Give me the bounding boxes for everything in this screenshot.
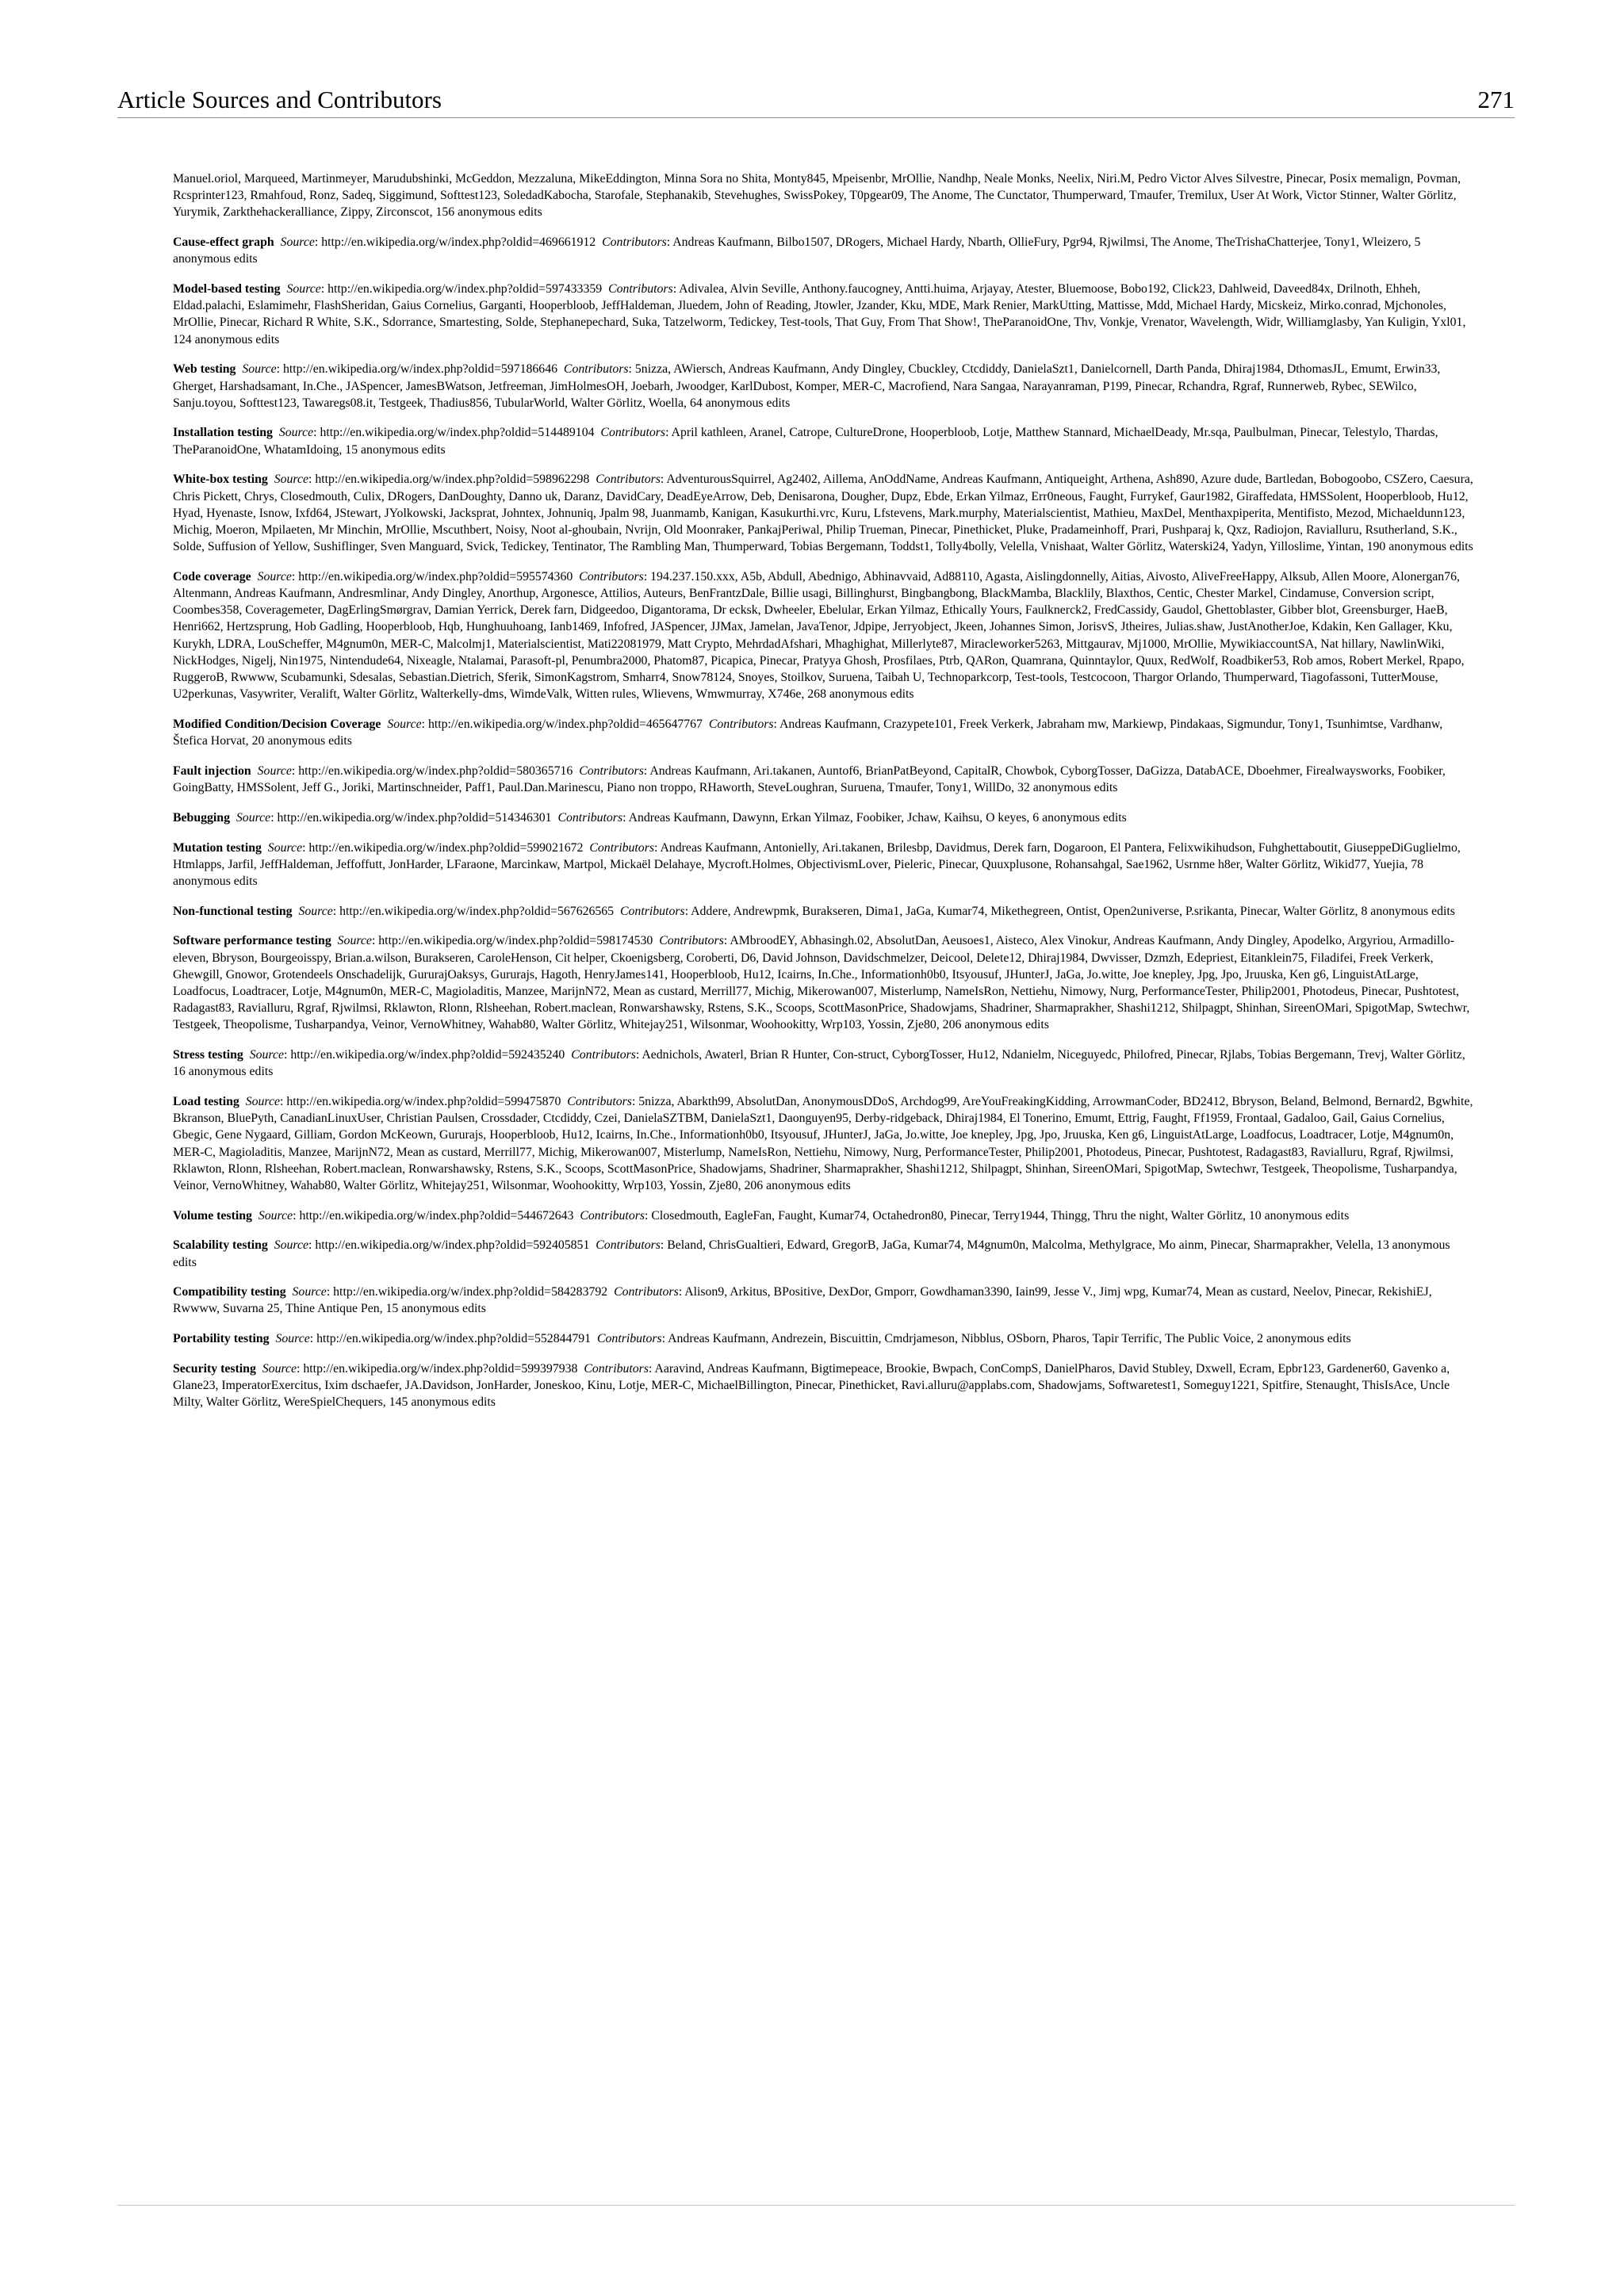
contributors-label: Contributors	[589, 840, 654, 855]
contributors-text: Addere, Andrewpmk, Burakseren, Dima1, JaGa, Kumar74, Mikethegreen, Ontist, Open2universe, P.srikanta, Pinecar, Walter Görlitz, 8 anonymous edits	[691, 904, 1455, 918]
article-entry: White-box testing Source: http://en.wikipedia.org/w/index.php?oldid=598962298 Contributors: AdventurousSquirrel, Ag2402, Aillema, AnOddName, Andreas Kaufmann, Antiqueight, Arthena, Ash890, Azure dude, Bartledan, Bobogoobo, CSZero, Caesura, Chris Pickett, Chrys, Closedmouth, Culix, DRogers, DanDoughty, Danno uk, Daranz, DavidCary, DeadEyeArrow, Deb, Denisarona, Dougher, Dupz, Ebde, Erkan Yilmaz, Err0neous, Faught, Furrykef, Gaur1982, Giraffedata, HMSSolent, Hooperbloob, Hu12, Hyad, Hyenaste, Isnow, Ixfd64, JStewart, JYolkowski, Jacksprat, Johntex, Johnuniq, Jpalm 98, Juanmamb, Kanigan, Kasukurthi.vrc, Kuru, Lfstevens, Mark.murphy, Materialscientist, Mathieu, MaxDel, Menthaxpiperita, Mentifisto, Mezod, Michaeldunn123, Michig, Moeron, Mpilaeten, Mr Minchin, MrOllie, Mscuthbert, Noisy, Noot al-ghoubain, Nvrijn, Old Moonraker, PankajPeriwal, Philip Trueman, Pinecar, Pinethicket, Pluke, Pradameinhoff, Prari, Pushparaj k, Qxz, Radiojon, Ravialluru, Rsutherland, S.K., Solde, Suffusion of Yellow, Sushiflinger, Sven Manguard, Svick, Tedickey, Tentinator, The Rambling Man, Thumperward, Tobias Bergemann, Toddst1, Tolly4bolly, Velella, Vnishaat, Walter Görlitz, Waterski24, Yadyn, Yilloslime, Yintan, 190 anonymous edits	[173, 473, 1473, 554]
article-title: Fault injection	[173, 763, 251, 778]
article-title: White-box testing	[173, 473, 268, 487]
source-url[interactable]: http://en.wikipedia.org/w/index.php?oldid=592405851	[315, 1238, 590, 1253]
contributors-text: Aednichols, Awaterl, Brian R Hunter, Con-struct, CyborgTosser, Hu12, Ndanielm, Niceguyedc, Philofred, Pinecar, Rjlabs, Tobias Bergemann, Trevj, Walter Görlitz, 16 anonymous edits	[173, 1048, 1465, 1079]
article-title: Security testing	[173, 1361, 256, 1376]
source-url[interactable]: http://en.wikipedia.org/w/index.php?oldid=580365716	[298, 763, 573, 778]
source-label: Source	[298, 904, 333, 918]
contributors-text: Andreas Kaufmann, Andrezein, Biscuittin, Cmdrjameson, Nibblus, OSborn, Pharos, Tapir Terrific, The Public Voice, 2 anonymous edits	[668, 1332, 1351, 1346]
source-url[interactable]: http://en.wikipedia.org/w/index.php?oldid=599475870	[286, 1094, 561, 1108]
article-entry: Bebugging Source: http://en.wikipedia.org/w/index.php?oldid=514346301 Contributors: Andreas Kaufmann, Dawynn, Erkan Yilmaz, Foobiker, Jchaw, Kaihsu, O keyes, 6 anonymous edits	[173, 810, 1127, 825]
contributors-list	[173, 170, 1473, 1424]
contributors-label: Contributors	[620, 904, 685, 918]
article-entry: Installation testing Source: http://en.wikipedia.org/w/index.php?oldid=514489104 Contributors: April kathleen, Aranel, Catrope, CultureDrone, Hooperbloob, Lotje, Matthew Stannard, MichaelDeady, Mr.sqa, Paulbulman, Pinecar, Telestylo, Thardas, TheParanoidOne, WhatamIdoing, 15 anonymous edits	[173, 426, 1438, 457]
source-url[interactable]: http://en.wikipedia.org/w/index.php?oldid=514489104	[320, 426, 595, 440]
contributors-text: 5nizza, AWiersch, Andreas Kaufmann, Andy Dingley, Cbuckley, Ctcdiddy, DanielaSzt1, Danielcornell, Darth Panda, Dhiraj1984, DthomasJL, Emumt, Erwin33, Gherget, Harshadsamant, In.Che., JASpencer, JamesBWatson, Jetfreeman, JimHolmesOH, Joebarh, Jwoodger, KarlDubost, Komper, MER-C, Macrofiend, Nara Sangaa, Narayanraman, P199, Pinecar, Rchandra, Rgraf, Runnerweb, Rybec, SEWilco, Sanju.toyou, Softtest123, Tawaregs08.it, Testgeek, Thadius856, TubularWorld, Walter Görlitz, Woella, 64 anonymous edits	[173, 362, 1441, 410]
source-label: Source	[257, 763, 292, 778]
article-title: Cause-effect graph	[173, 235, 274, 250]
source-label: Source	[245, 1094, 281, 1108]
article-entry: Mutation testing Source: http://en.wikipedia.org/w/index.php?oldid=599021672 Contributors: Andreas Kaufmann, Antonielly, Ari.takanen, Brilesbp, Davidmus, Derek farn, Dogaroon, El Pantera, Felixwikihudson, Fuhghettaboutit, GiuseppeDiGuglielmo, Htmlapps, Jarfil, JeffHaldeman, Jeffoffutt, JonHarder, LFaraone, Marcinkaw, Martpol, Mickaël Delahaye, Mycroft.Holmes, ObjectivismLover, Pieleric, Pinecar, Quuxplusone, Rohansahgal, Sae1962, Usrnme h8er, Walter Görlitz, Wikid77, Yuejia, 78 anonymous edits	[173, 840, 1461, 888]
source-url[interactable]: http://en.wikipedia.org/w/index.php?oldid=599021672	[308, 840, 584, 855]
contributors-text: Adivalea, Alvin Seville, Anthony.faucogney, Antti.huima, Arjayay, Atester, Bluemoose, Bobo192, Click23, Dahlweid, Daveed84x, Drilnoth, Ehheh, Eldad.palachi, Eslamimehr, FlashSheridan, Gaius Cornelius, Garganti, Hooperbloob, JeffHaldeman, Jluedem, John of Reading, Jtowler, Jzander, Kku, MDE, Mark Renier, MarkUtting, Mattisse, Mdd, Michael Hardy, Micskeiz, Mirko.conrad, Mjchonoles, MrOllie, Pinecar, Richard R White, S.K., Sdorrance, Smartesting, Solde, Stephanepechard, Suka, Tatzelworm, Tedickey, Test-tools, That Guy, From That Show!, TheParanoidOne, Thv, Vonkje, Vrenator, Wavelength, Widr, Williamglasby, Yan Kuligin, Yxl01, 124 anonymous edits	[173, 282, 1466, 346]
article-entry: Volume testing Source: http://en.wikipedia.org/w/index.php?oldid=544672643 Contributors: Closedmouth, EagleFan, Faught, Kumar74, Octahedron80, Pinecar, Terry1944, Thingg, Thru the night, Walter Görlitz, 10 anonymous edits	[173, 1208, 1350, 1223]
source-label: Source	[262, 1361, 297, 1376]
header-rule	[117, 117, 1515, 118]
contributors-text: 5nizza, Abarkth99, AbsolutDan, AnonymousDDoS, Archdog99, AreYouFreakingKidding, ArrowmanCoder, BD2412, Bbryson, Beland, Belmond, Bernard2, Bgwhite, Bkranson, BluePyth, CanadianLinuxUser, Christian Paulsen, Crossdader, Ctcdiddy, Czei, DanielaSZTBM, DanielaSzt1, Daonguyen95, Derby-ridgeback, Dhiraj1984, El Tonerino, Emumt, Ettrig, Faught, Ff1959, Frontaal, Gadaloo, Gail, Gaius Cornelius, Gbegic, Gene Nygaard, Gilliam, Gordon McKeown, Gururajs, Hooperbloob, Hu12, Icairns, In.Che., Informationh0b0, Itsyousuf, JHunterJ, JaGa, Jo.witte, Joe knepley, Jpg, Jpo, Jruuska, Ken g6, LinguistAtLarge, Loadfocus, Loadtracer, Lotje, M4gnum0n, MER-C, Magioladitis, Manzee, MarijnN72, Mean as custard, Merrill77, Michig, Mikerowan007, Misterlump, NameIsRon, Nettiehu, Nimowy, Nurg, PerformanceTester, Philip2001, Photodeus, Pinecar, Pushtotest, Radagast83, Ravialluru, Rgraf, Rjwilmsi, Rklawton, Rlonn, Rlsheehan, Robert.maclean, Ronwarshawsky, Rstens, S.K., Scoops, ScottMasonPrice, Shadowjams, Shadriner, Sharmaprakher, Shashi1212, Shilpagpt, Shinhan, SireenOMari, SpigotMap, Swtechwr, Testgeek, Theopolisme, Tusharpandya, Veinor, VernoWhitney, Wahab80, Walter Görlitz, Whitejay251, Wilsonmar, Woohookitty, Wrp103, Yossin, Zje80, 206 anonymous edits	[173, 1094, 1473, 1192]
contributors-label: Contributors	[580, 1208, 645, 1223]
source-url[interactable]: http://en.wikipedia.org/w/index.php?oldid=544672643	[299, 1208, 574, 1223]
source-label: Source	[249, 1048, 284, 1062]
source-label: Source	[242, 362, 277, 377]
contributors-label: Contributors	[600, 426, 666, 440]
article-entry: Non-functional testing Source: http://en.wikipedia.org/w/index.php?oldid=567626565 Contributors: Addere, Andrewpmk, Burakseren, Dima1, JaGa, Kumar74, Mikethegreen, Ontist, Open2universe, P.srikanta, Pinecar, Walter Görlitz, 8 anonymous edits	[173, 904, 1455, 918]
contributors-label: Contributors	[596, 473, 661, 487]
article-entry: Cause-effect graph Source: http://en.wikipedia.org/w/index.php?oldid=469661912 Contributors: Andreas Kaufmann, Bilbo1507, DRogers, Michael Hardy, Nbarth, OllieFury, Pgr94, Rjwilmsi, The Anome, TheTrishaChatterjee, Tony1, Wleizero, 5 anonymous edits	[173, 235, 1421, 266]
article-title: Mutation testing	[173, 840, 262, 855]
article-entry: Code coverage Source: http://en.wikipedia.org/w/index.php?oldid=595574360 Contributors: 194.237.150.xxx, A5b, Abdull, Abednigo, Abhinavvaid, Ad88110, Agasta, Aislingdonnelly, Aitias, Aivosto, AliveFreeHappy, Alksub, Allen Moore, Alonergan76, Altenmann, Andreas Kaufmann, Andresmlinar, Andy Dingley, Anorthup, Argonesce, Attilios, Auteurs, BenFrantzDale, Billie usagi, Billinghurst, Bingbangbong, BlackMamba, Blacklily, Blaxthos, Centic, Chester Markel, Cindamuse, Conversion script, Coombes358, Coveragemeter, DagErlingSmørgrav, Damian Yerrick, Derek farn, Didgeedoo, Digantorama, Dr ecksk, Dwheeler, Ebelular, Erkan Yilmaz, Ethically Yours, Faulknerck2, FredCassidy, Gaudol, Ghettoblaster, Gibber blot, Greensburger, HaeB, Henri662, Hertzsprung, Hob Gadling, Hooperbloob, Hqb, Hunghuuhoang, Ianb1469, Infofred, JASpencer, JJMax, Jamelan, JavaTenor, Jdpipe, Jerryobject, Jkeen, Johannes Simon, JorisvS, Jtheires, Julias.shaw, JustAnotherJoe, Kdakin, Ken Gallager, Kku, Kurykh, LDRA, LouScheffer, M4gnum0n, MER-C, Malcolmj1, Materialscientist, Mati22081979, Matt Crypto, MehrdadAfshari, Mhaghighat, Millerlyte87, Miracleworker5263, Mittgaurav, Mj1000, MrOllie, MywikiaccountSA, Nat hillary, NawlinWiki, NickHodges, Nigelj, Nin1975, Nintendude64, Nixeagle, Ntalamai, Parasoft-pl, Penumbra2000, Phatom87, Picapica, Pinecar, Pratyya Ghosh, Prosfilaes, Ptrb, QARon, Quamrana, Quinntaylor, Quux, RedWolf, Roadbiker53, Rob amos, Robert Merkel, Rpapo, RuggeroB, Rwwww, Scubamunki, Sdesalas, Sebastian.Dietrich, Sferik, SimonKagstrom, Smharr4, Snow78124, Snoyes, Stoilkov, Suruena, Taibah U, Technoparkcorp, Test-tools, Testcocoon, Thargor Orlando, Thumperward, Tiagofassoni, TutterMouse, U2perkunas, Vasywriter, Veralift, Walter Görlitz, Walterkelly-dms, WimdeValk, Witten rules, Wlievens, Wmwmurray, X746e, 268 anonymous edits	[173, 569, 1465, 702]
article-entry: Load testing Source: http://en.wikipedia.org/w/index.php?oldid=599475870 Contributors: 5nizza, Abarkth99, AbsolutDan, AnonymousDDoS, Archdog99, AreYouFreakingKidding, ArrowmanCoder, BD2412, Bbryson, Beland, Belmond, Bernard2, Bgwhite, Bkranson, BluePyth, CanadianLinuxUser, Christian Paulsen, Crossdader, Ctcdiddy, Czei, DanielaSZTBM, DanielaSzt1, Daonguyen95, Derby-ridgeback, Dhiraj1984, El Tonerino, Emumt, Ettrig, Faught, Ff1959, Frontaal, Gadaloo, Gail, Gaius Cornelius, Gbegic, Gene Nygaard, Gilliam, Gordon McKeown, Gururajs, Hooperbloob, Hu12, Icairns, In.Che., Informationh0b0, Itsyousuf, JHunterJ, JaGa, Jo.witte, Joe knepley, Jpg, Jpo, Jruuska, Ken g6, LinguistAtLarge, Loadfocus, Loadtracer, Lotje, M4gnum0n, MER-C, Magioladitis, Manzee, MarijnN72, Mean as custard, Merrill77, Michig, Mikerowan007, Misterlump, NameIsRon, Nettiehu, Nimowy, Nurg, PerformanceTester, Philip2001, Photodeus, Pinecar, Pushtotest, Radagast83, Ravialluru, Rgraf, Rjwilmsi, Rklawton, Rlonn, Rlsheehan, Robert.maclean, Ronwarshawsky, Rstens, S.K., Scoops, ScottMasonPrice, Shadowjams, Shadriner, Sharmaprakher, Shashi1212, Shilpagpt, Shinhan, SireenOMari, SpigotMap, Swtechwr, Testgeek, Theopolisme, Tusharpandya, Veinor, VernoWhitney, Wahab80, Walter Görlitz, Whitejay251, Wilsonmar, Woohookitty, Wrp103, Yossin, Zje80, 206 anonymous edits	[173, 1094, 1473, 1192]
contributors-text: AMbroodEY, Abhasingh.02, AbsolutDan, Aeusoes1, Aisteco, Alex Vinokur, Andreas Kaufmann, Andy Dingley, Apodelko, Argyriou, Armadillo-eleven, Bbryson, Bourgeoisspy, Brian.a.wilson, Burakseren, CaroleHenson, Cit helper, Ckoenigsberg, Coroberti, D6, David Johnson, Davidschmelzer, Deicool, Delete12, Dhiraj1984, Dwvisser, Dzmzh, Edepriest, Eitanklein75, Filadifei, Freek Verkerk, Ghewgill, Gnowor, Grotendeels Onschadelijk, GururajOaksys, Gururajs, Hagoth, HenryJames141, Hooperbloob, Hu12, Icairns, In.Che., Informationh0b0, Itsyousuf, JHunterJ, JaGa, Jo.witte, Joe knepley, Jpg, Jpo, Jruuska, Ken g6, LinguistAtLarge, Loadfocus, Loadtracer, Lotje, M4gnum0n, MER-C, Magioladitis, Manzee, MarijnN72, Mean as custard, Merrill77, Michig, Mikerowan007, Misterlump, NameIsRon, Nettiehu, Nimowy, Nurg, PerformanceTester, Philip2001, Photodeus, Pinecar, Pushtotest, Radagast83, Ravialluru, Rgraf, Rjwilmsi, Rklawton, Rlonn, Rlsheehan, Robert.maclean, Ronwarshawsky, Rstens, S.K., Scoops, ScottMasonPrice, Shadowjams, Shadriner, Sharmaprakher, Shashi1212, Shilpagpt, Shinhan, SireenOMari, SpigotMap, Swtechwr, Testgeek, Theopolisme, Tusharpandya, Veinor, VernoWhitney, Wahab80, Walter Görlitz, Whitejay251, Wilsonmar, Woohookitty, Wrp103, Yossin, Zje80, 206 anonymous edits	[173, 934, 1470, 1032]
contributors-label: Contributors	[596, 1238, 661, 1253]
contributors-label: Contributors	[608, 282, 673, 297]
source-url[interactable]: http://en.wikipedia.org/w/index.php?oldid=598174530	[378, 934, 653, 948]
contributors-label: Contributors	[659, 934, 724, 948]
source-label: Source	[258, 1208, 293, 1223]
footer-rule	[117, 2205, 1515, 2206]
article-title: Web testing	[173, 362, 236, 377]
contributors-label: Contributors	[571, 1048, 636, 1062]
article-entry: Modified Condition/Decision Coverage Source: http://en.wikipedia.org/w/index.php?oldid=465647767 Contributors: Andreas Kaufmann, Crazypete101, Freek Verkerk, Jabraham mw, Markiewp, Pindakaas, Sigmundur, Tony1, Tsunhimtse, Vardhanw, Štefica Horvat, 20 anonymous edits	[173, 717, 1443, 748]
source-url[interactable]: http://en.wikipedia.org/w/index.php?oldid=514346301	[277, 810, 552, 825]
contributors-label: Contributors	[563, 362, 629, 377]
contributors-label: Contributors	[557, 810, 623, 825]
source-url[interactable]: http://en.wikipedia.org/w/index.php?oldid=567626565	[339, 904, 615, 918]
contributors-text: Alison9, Arkitus, BPositive, DexDor, Gmporr, Gowdhaman3390, Iain99, Jesse V., Jimj wpg, Kumar74, Mean as custard, Neelov, Pinecar, RekishiEJ, Rwwww, Suvarna 25, Thine Antique Pen, 15 anonymous edits	[173, 1285, 1432, 1316]
source-label: Source	[274, 1238, 308, 1253]
source-url[interactable]: http://en.wikipedia.org/w/index.php?oldid=584283792	[333, 1285, 608, 1299]
page-header	[117, 76, 1515, 117]
article-entry: Fault injection Source: http://en.wikipedia.org/w/index.php?oldid=580365716 Contributors: Andreas Kaufmann, Ari.takanen, Auntof6, BrianPatBeyond, CapitalR, Chowbok, CyborgTosser, DaGizza, DatabACE, Dboehmer, Firealwaysworks, Foobiker, GoingBatty, HMSSolent, Jeff G., Joriki, Martinschneider, Paff1, Paul.Dan.Marinescu, Piano non troppo, RHaworth, SteveLoughran, Suruena, Tmaufer, Tony1, WillDo, 32 anonymous edits	[173, 763, 1446, 795]
article-title: Stress testing	[173, 1048, 243, 1062]
source-url[interactable]: http://en.wikipedia.org/w/index.php?oldid=465647767	[427, 717, 703, 731]
article-entry: Security testing Source: http://en.wikipedia.org/w/index.php?oldid=599397938 Contributors: Aaravind, Andreas Kaufmann, Bigtimepeace, Brookie, Bwpach, ConCompS, DanielPharos, David Stubley, Dxwell, Ecram, Epbr123, Gardener60, Gavenko a, Glane23, ImperatorExercitus, Ixim dschaefer, JA.Davidson, JonHarder, Joneskoo, Kinu, Lotje, MER-C, MichaelBillington, Pinecar, Pinethicket, Ravi.alluru@applabs.com, Shadowjams, Softwaretest1, Someguy1221, Spitfire, Stenaught, ThisIsAce, Uncle Milty, Walter Görlitz, WereSpielChequers, 145 anonymous edits	[173, 1361, 1450, 1410]
article-entry: Portability testing Source: http://en.wikipedia.org/w/index.php?oldid=552844791 Contributors: Andreas Kaufmann, Andrezein, Biscuittin, Cmdrjameson, Nibblus, OSborn, Pharos, Tapir Terrific, The Public Voice, 2 anonymous edits	[173, 1332, 1351, 1346]
article-entry: Scalability testing Source: http://en.wikipedia.org/w/index.php?oldid=592405851 Contributors: Beland, ChrisGualtieri, Edward, GregorB, JaGa, Kumar74, M4gnum0n, Malcolma, Methylgrace, Mo ainm, Pinecar, Sharmaprakher, Velella, 13 anonymous edits	[173, 1238, 1450, 1269]
source-label: Source	[292, 1285, 327, 1299]
contributors-label: Contributors	[584, 1361, 649, 1376]
source-label: Source	[236, 810, 271, 825]
contributors-text: Andreas Kaufmann, Ari.takanen, Auntof6, BrianPatBeyond, CapitalR, Chowbok, CyborgTosser, DaGizza, DatabACE, Dboehmer, Firealwaysworks, Foobiker, GoingBatty, HMSSolent, Jeff G., Joriki, Martinschneider, Paff1, Paul.Dan.Marinescu, Piano non troppo, RHaworth, SteveLoughran, Suruena, Tmaufer, Tony1, WillDo, 32 anonymous edits	[173, 763, 1446, 795]
source-url[interactable]: http://en.wikipedia.org/w/index.php?oldid=469661912	[321, 235, 596, 250]
article-title: Volume testing	[173, 1208, 252, 1223]
running-title: Article Sources and Contributors	[117, 86, 442, 113]
article-title: Load testing	[173, 1094, 239, 1108]
source-url[interactable]: http://en.wikipedia.org/w/index.php?oldid=552844791	[316, 1332, 592, 1346]
article-title: Portability testing	[173, 1332, 270, 1346]
source-label: Source	[257, 569, 292, 584]
article-title: Compatibility testing	[173, 1285, 286, 1299]
contributors-label: Contributors	[579, 569, 644, 584]
contributors-text: Andreas Kaufmann, Bilbo1507, DRogers, Michael Hardy, Nbarth, OllieFury, Pgr94, Rjwilmsi, The Anome, TheTrishaChatterjee, Tony1, Wleizero, 5 anonymous edits	[173, 235, 1421, 266]
source-label: Source	[278, 426, 314, 440]
contributors-text: Andreas Kaufmann, Antonielly, Ari.takanen, Brilesbp, Davidmus, Derek farn, Dogaroon, El Pantera, Felixwikihudson, Fuhghettaboutit, GiuseppeDiGuglielmo, Htmlapps, Jarfil, JeffHaldeman, Jeffoffutt, JonHarder, LFaraone, Marcinkaw, Martpol, Mickaël Delahaye, Mycroft.Holmes, ObjectivismLover, Pieleric, Pinecar, Quuxplusone, Rohansahgal, Sae1962, Usrnme h8er, Walter Görlitz, Wikid77, Yuejia, 78 anonymous edits	[173, 840, 1461, 888]
contributors-label: Contributors	[708, 717, 774, 731]
source-label: Source	[280, 235, 315, 250]
page-number: 271	[1477, 86, 1515, 113]
article-title: Model-based testing	[173, 282, 281, 297]
article-entry: Model-based testing Source: http://en.wikipedia.org/w/index.php?oldid=597433359 Contributors: Adivalea, Alvin Seville, Anthony.faucogney, Antti.huima, Arjayay, Atester, Bluemoose, Bobo192, Click23, Dahlweid, Daveed84x, Drilnoth, Ehheh, Eldad.palachi, Eslamimehr, FlashSheridan, Gaius Cornelius, Garganti, Hooperbloob, JeffHaldeman, Jluedem, John of Reading, Jtowler, Jzander, Kku, MDE, Mark Renier, MarkUtting, Mattisse, Mdd, Michael Hardy, Micskeiz, Mirko.conrad, Mjchonoles, MrOllie, Pinecar, Richard R White, S.K., Sdorrance, Smartesting, Solde, Stephanepechard, Suka, Tatzelworm, Tedickey, Test-tools, That Guy, From That Show!, TheParanoidOne, Thv, Vonkje, Vrenator, Wavelength, Widr, Williamglasby, Yan Kuligin, Yxl01, 124 anonymous edits	[173, 282, 1466, 346]
source-label: Source	[267, 840, 303, 855]
contributors-text: AdventurousSquirrel, Ag2402, Aillema, AnOddName, Andreas Kaufmann, Antiqueight, Arthena, Ash890, Azure dude, Bartledan, Bobogoobo, CSZero, Caesura, Chris Pickett, Chrys, Closedmouth, Culix, DRogers, DanDoughty, Danno uk, Daranz, DavidCary, DeadEyeArrow, Deb, Denisarona, Dougher, Dupz, Ebde, Erkan Yilmaz, Err0neous, Faught, Furrykef, Gaur1982, Giraffedata, HMSSolent, Hooperbloob, Hu12, Hyad, Hyenaste, Isnow, Ixfd64, JStewart, JYolkowski, Jacksprat, Johntex, Johnuniq, Jpalm 98, Juanmamb, Kanigan, Kasukurthi.vrc, Kuru, Lfstevens, Mark.murphy, Materialscientist, Mathieu, MaxDel, Menthaxpiperita, Mentifisto, Mezod, Michaeldunn123, Michig, Moeron, Mpilaeten, Mr Minchin, MrOllie, Mscuthbert, Noisy, Noot al-ghoubain, Nvrijn, Old Moonraker, PankajPeriwal, Philip Trueman, Pinecar, Pinethicket, Pluke, Pradameinhoff, Prari, Pushparaj k, Qxz, Radiojon, Ravialluru, Rsutherland, S.K., Solde, Suffusion of Yellow, Sushiflinger, Sven Manguard, Svick, Tedickey, Tentinator, The Rambling Man, Thumperward, Tobias Bergemann, Toddst1, Tolly4bolly, Velella, Vnishaat, Walter Görlitz, Waterski24, Yadyn, Yilloslime, Yintan, 190 anonymous edits	[173, 473, 1473, 554]
article-entry: Web testing Source: http://en.wikipedia.org/w/index.php?oldid=597186646 Contributors: 5nizza, AWiersch, Andreas Kaufmann, Andy Dingley, Cbuckley, Ctcdiddy, DanielaSzt1, Danielcornell, Darth Panda, Dhiraj1984, DthomasJL, Emumt, Erwin33, Gherget, Harshadsamant, In.Che., JASpencer, JamesBWatson, Jetfreeman, JimHolmesOH, Joebarh, Jwoodger, KarlDubost, Komper, MER-C, Macrofiend, Nara Sangaa, Narayanraman, P199, Pinecar, Rchandra, Rgraf, Runnerweb, Rybec, SEWilco, Sanju.toyou, Softtest123, Tawaregs08.it, Testgeek, Thadius856, TubularWorld, Walter Görlitz, Woella, 64 anonymous edits	[173, 362, 1441, 410]
source-label: Source	[275, 1332, 310, 1346]
contributors-text: Andreas Kaufmann, Crazypete101, Freek Verkerk, Jabraham mw, Markiewp, Pindakaas, Sigmundur, Tony1, Tsunhimtse, Vardhanw, Štefica Horvat, 20 anonymous edits	[173, 717, 1443, 748]
source-url[interactable]: http://en.wikipedia.org/w/index.php?oldid=599397938	[303, 1361, 578, 1376]
contributors-label: Contributors	[597, 1332, 662, 1346]
article-title: Non-functional testing	[173, 904, 293, 918]
source-url[interactable]: http://en.wikipedia.org/w/index.php?oldid=597433359	[327, 282, 603, 297]
source-url[interactable]: http://en.wikipedia.org/w/index.php?oldid=595574360	[298, 569, 573, 584]
source-url[interactable]: http://en.wikipedia.org/w/index.php?oldid=598962298	[315, 473, 590, 487]
source-label: Source	[387, 717, 422, 731]
source-label: Source	[274, 473, 308, 487]
article-title: Installation testing	[173, 426, 273, 440]
contributors-text: 194.237.150.xxx, A5b, Abdull, Abednigo, Abhinavvaid, Ad88110, Agasta, Aislingdonnelly, Aitias, Aivosto, AliveFreeHappy, Alksub, Allen Moore, Alonergan76, Altenmann, Andreas Kaufmann, Andresmlinar, Andy Dingley, Anorthup, Argonesce, Attilios, Auteurs, BenFrantzDale, Billie usagi, Billinghurst, Bingbangbong, BlackMamba, Blacklily, Blaxthos, Centic, Chester Markel, Cindamuse, Conversion script, Coombes358, Coveragemeter, DagErlingSmørgrav, Damian Yerrick, Derek farn, Didgeedoo, Digantorama, Dr ecksk, Dwheeler, Ebelular, Erkan Yilmaz, Ethically Yours, Faulknerck2, FredCassidy, Gaudol, Ghettoblaster, Gibber blot, Greensburger, HaeB, Henri662, Hertzsprung, Hob Gadling, Hooperbloob, Hqb, Hunghuuhoang, Ianb1469, Infofred, JASpencer, JJMax, Jamelan, JavaTenor, Jdpipe, Jerryobject, Jkeen, Johannes Simon, JorisvS, Jtheires, Julias.shaw, JustAnotherJoe, Kdakin, Ken Gallager, Kku, Kurykh, LDRA, LouScheffer, M4gnum0n, MER-C, Malcolmj1, Materialscientist, Mati22081979, Matt Crypto, MehrdadAfshari, Mhaghighat, Millerlyte87, Miracleworker5263, Mittgaurav, Mj1000, MrOllie, MywikiaccountSA, Nat hillary, NawlinWiki, NickHodges, Nigelj, Nin1975, Nintendude64, Nixeagle, Ntalamai, Parasoft-pl, Penumbra2000, Phatom87, Picapica, Pinecar, Pratyya Ghosh, Prosfilaes, Ptrb, QARon, Quamrana, Quinntaylor, Quux, RedWolf, Roadbiker53, Rob amos, Robert Merkel, Rpapo, RuggeroB, Rwwww, Scubamunki, Sdesalas, Sebastian.Dietrich, Sferik, SimonKagstrom, Smharr4, Snow78124, Snoyes, Stoilkov, Suruena, Taibah U, Technoparkcorp, Test-tools, Testcocoon, Thargor Orlando, Thumperward, Tiagofassoni, TutterMouse, U2perkunas, Vasywriter, Veralift, Walter Görlitz, Walterkelly-dms, WimdeValk, Witten rules, Wlievens, Wmwmurray, X746e, 268 anonymous edits	[173, 569, 1465, 702]
article-entry: Stress testing Source: http://en.wikipedia.org/w/index.php?oldid=592435240 Contributors: Aednichols, Awaterl, Brian R Hunter, Con-struct, CyborgTosser, Hu12, Ndanielm, Niceguyedc, Philofred, Pinecar, Rjlabs, Tobias Bergemann, Trevj, Walter Görlitz, 16 anonymous edits	[173, 1048, 1465, 1079]
contributors-label: Contributors	[579, 763, 644, 778]
source-label: Source	[286, 282, 321, 297]
article-title: Modified Condition/Decision Coverage	[173, 717, 381, 731]
source-url[interactable]: http://en.wikipedia.org/w/index.php?oldid=597186646	[282, 362, 557, 377]
article-title: Scalability testing	[173, 1238, 268, 1253]
contributors-text: April kathleen, Aranel, Catrope, CultureDrone, Hooperbloob, Lotje, Matthew Stannard, MichaelDeady, Mr.sqa, Paulbulman, Pinecar, Telestylo, Thardas, TheParanoidOne, WhatamIdoing, 15 anonymous edits	[173, 426, 1438, 457]
contributors-text: Closedmouth, EagleFan, Faught, Kumar74, Octahedron80, Pinecar, Terry1944, Thingg, Thru the night, Walter Görlitz, 10 anonymous edits	[651, 1208, 1350, 1223]
contributors-label: Contributors	[614, 1285, 679, 1299]
contributors-text: Andreas Kaufmann, Dawynn, Erkan Yilmaz, Foobiker, Jchaw, Kaihsu, O keyes, 6 anonymous edits	[628, 810, 1127, 825]
source-label: Source	[337, 934, 372, 948]
contributors-text: Beland, ChrisGualtieri, Edward, GregorB, JaGa, Kumar74, M4gnum0n, Malcolma, Methylgrace, Mo ainm, Pinecar, Sharmaprakher, Velella, 13 anonymous edits	[173, 1238, 1450, 1269]
article-title: Bebugging	[173, 810, 230, 825]
continuation-paragraph: Manuel.oriol, Marqueed, Martinmeyer, Marudubshinki, McGeddon, Mezzaluna, MikeEddington, Minna Sora no Shita, Monty845, Mpeisenbr, MrOllie, Nandhp, Neale Monks, Neelix, Niri.M, Pedro Victor Alves Silvestre, Pinecar, Posix memalign, Povman, Rcsprinter123, Rmahfoud, Ronz, Sadeq, Siggimund, Softtest123, SoledadKabocha, Starofale, Stephanakib, Stevehughes, SwissPokey, T0pgear09, The Anome, The Cunctator, Thumperward, Tmaufer, Tremilux, User At Work, Victor Stinner, Walter Görlitz, Yurymik, Zarkthehackeralliance, Zippy, Zirconscot, 156 anonymous edits	[173, 172, 1461, 220]
source-url[interactable]: http://en.wikipedia.org/w/index.php?oldid=592435240	[290, 1048, 565, 1062]
contributors-text: Aaravind, Andreas Kaufmann, Bigtimepeace, Brookie, Bwpach, ConCompS, DanielPharos, David Stubley, Dxwell, Ecram, Epbr123, Gardener60, Gavenko a, Glane23, ImperatorExercitus, Ixim dschaefer, JA.Davidson, JonHarder, Joneskoo, Kinu, Lotje, MER-C, MichaelBillington, Pinecar, Pinethicket, Ravi.alluru@applabs.com, Shadowjams, Softwaretest1, Someguy1221, Spitfire, Stenaught, ThisIsAce, Uncle Milty, Walter Görlitz, WereSpielChequers, 145 anonymous edits	[173, 1361, 1450, 1410]
contributors-label: Contributors	[602, 235, 667, 250]
contributors-label: Contributors	[567, 1094, 632, 1108]
article-title: Software performance testing	[173, 934, 331, 948]
article-entry: Compatibility testing Source: http://en.wikipedia.org/w/index.php?oldid=584283792 Contributors: Alison9, Arkitus, BPositive, DexDor, Gmporr, Gowdhaman3390, Iain99, Jesse V., Jimj wpg, Kumar74, Mean as custard, Neelov, Pinecar, RekishiEJ, Rwwww, Suvarna 25, Thine Antique Pen, 15 anonymous edits	[173, 1285, 1432, 1316]
article-entry: Software performance testing Source: http://en.wikipedia.org/w/index.php?oldid=598174530 Contributors: AMbroodEY, Abhasingh.02, AbsolutDan, Aeusoes1, Aisteco, Alex Vinokur, Andreas Kaufmann, Andy Dingley, Apodelko, Argyriou, Armadillo-eleven, Bbryson, Bourgeoisspy, Brian.a.wilson, Burakseren, CaroleHenson, Cit helper, Ckoenigsberg, Coroberti, D6, David Johnson, Davidschmelzer, Deicool, Delete12, Dhiraj1984, Dwvisser, Dzmzh, Edepriest, Eitanklein75, Filadifei, Freek Verkerk, Ghewgill, Gnowor, Grotendeels Onschadelijk, GururajOaksys, Gururajs, Hagoth, HenryJames141, Hooperbloob, Hu12, Icairns, In.Che., Informationh0b0, Itsyousuf, JHunterJ, JaGa, Jo.witte, Joe knepley, Jpg, Jpo, Jruuska, Ken g6, LinguistAtLarge, Loadfocus, Loadtracer, Lotje, M4gnum0n, MER-C, Magioladitis, Manzee, MarijnN72, Mean as custard, Merrill77, Michig, Mikerowan007, Misterlump, NameIsRon, Nettiehu, Nimowy, Nurg, PerformanceTester, Philip2001, Photodeus, Pinecar, Pushtotest, Radagast83, Ravialluru, Rgraf, Rjwilmsi, Rklawton, Rlonn, Rlsheehan, Robert.maclean, Ronwarshawsky, Rstens, S.K., Scoops, ScottMasonPrice, Shadowjams, Shadriner, Sharmaprakher, Shashi1212, Shilpagpt, Shinhan, SireenOMari, SpigotMap, Swtechwr, Testgeek, Theopolisme, Tusharpandya, Veinor, VernoWhitney, Wahab80, Walter Görlitz, Whitejay251, Wilsonmar, Woohookitty, Wrp103, Yossin, Zje80, 206 anonymous edits	[173, 934, 1470, 1032]
article-title: Code coverage	[173, 569, 251, 584]
